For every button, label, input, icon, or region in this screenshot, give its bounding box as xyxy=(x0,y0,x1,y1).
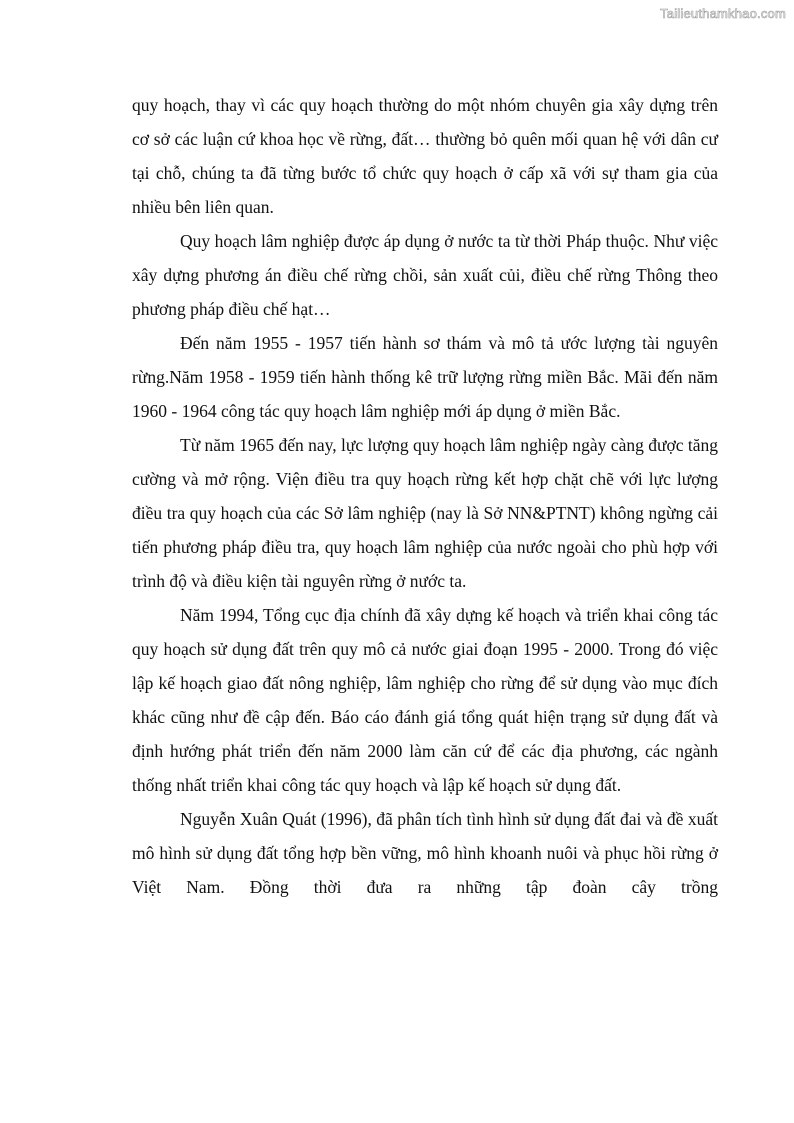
document-body xyxy=(132,88,718,904)
paragraph-5: Năm 1994, Tổng cục địa chính đã xây dựng kế hoạch và triển khai công tác quy hoạch sử dụng đất trên quy mô cả nước giai đoạn 1995 - 2000. Trong đó việc lập kế hoạch giao đất nông nghiệp, lâm nghiệp cho rừng để sử dụng vào mục đích khác cũng như đề cập đến. Báo cáo đánh giá tổng quát hiện trạng sử dụng đất và định hướng phát triển đến năm 2000 làm căn cứ để các địa phương, các ngành thống nhất triển khai công tác quy hoạch và lập kế hoạch sử dụng đất. xyxy=(132,605,718,795)
paragraph-2: Quy hoạch lâm nghiệp được áp dụng ở nước ta từ thời Pháp thuộc. Như việc xây dựng phương án điều chế rừng chồi, sản xuất củi, điều chế rừng Thông theo phương pháp điều chế hạt… xyxy=(132,231,718,319)
watermark-text: Tailieuthamkhao.com xyxy=(660,6,786,21)
paragraph-6: Nguyễn Xuân Quát (1996), đã phân tích tình hình sử dụng đất đai và đề xuất mô hình sử dụng đất tổng hợp bền vững, mô hình khoanh nuôi và phục hồi rừng ở Việt Nam. Đồng thời đưa ra những tập đoàn cây trồng xyxy=(132,809,718,897)
paragraph-1: quy hoạch, thay vì các quy hoạch thường do một nhóm chuyên gia xây dựng trên cơ sở các luận cứ khoa học về rừng, đất… thường bỏ quên mối quan hệ với dân cư tại chỗ, chúng ta đã từng bước tổ chức quy hoạch ở cấp xã với sự tham gia của nhiều bên liên quan. xyxy=(132,95,718,217)
paragraph-4: Từ năm 1965 đến nay, lực lượng quy hoạch lâm nghiệp ngày càng được tăng cường và mở rộng. Viện điều tra quy hoạch rừng kết hợp chặt chẽ với lực lượng điều tra quy hoạch của các Sở lâm nghiệp (nay là Sở NN&PTNT) không ngừng cải tiến phương pháp điều tra, quy hoạch lâm nghiệp của nước ngoài cho phù hợp với trình độ và điều kiện tài nguyên rừng ở nước ta. xyxy=(132,435,718,591)
paragraph-3: Đến năm 1955 - 1957 tiến hành sơ thám và mô tả ước lượng tài nguyên rừng.Năm 1958 - 1959 tiến hành thống kê trữ lượng rừng miền Bắc. Mãi đến năm 1960 - 1964 công tác quy hoạch lâm nghiệp mới áp dụng ở miền Bắc. xyxy=(132,333,718,421)
